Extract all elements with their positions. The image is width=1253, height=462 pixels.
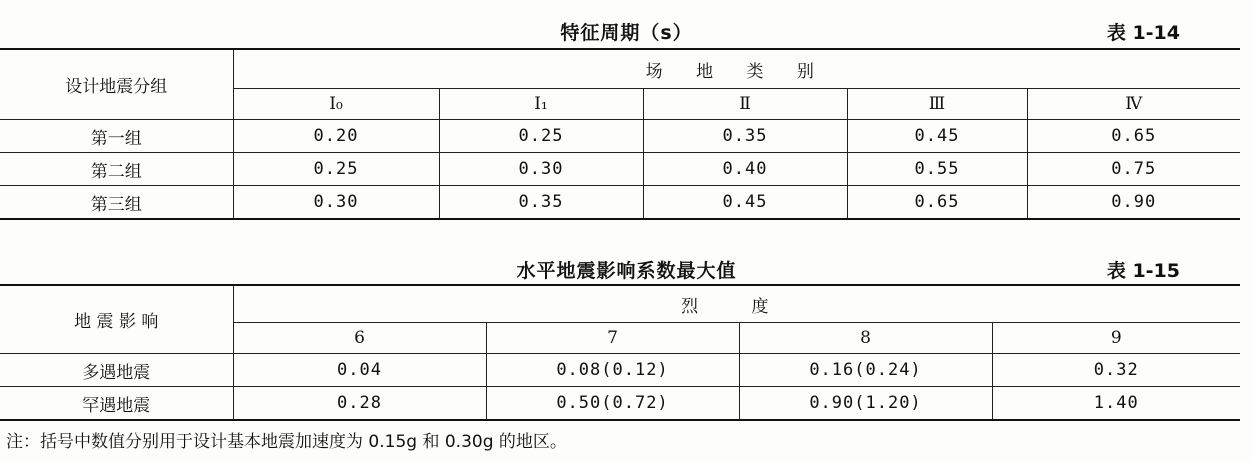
column-header: Ⅰ₀	[233, 89, 439, 120]
seismic-influence-coefficient-table	[0, 284, 1240, 421]
row-label: 罕遇地震	[0, 387, 233, 421]
table-cell: 0.20	[233, 120, 439, 153]
column-header: 8	[739, 323, 992, 354]
table-cell: 0.50(0.72)	[486, 387, 739, 421]
table-cell: 0.55	[847, 153, 1027, 186]
table-number: 表 1-14	[1106, 22, 1180, 44]
column-header: Ⅰ₁	[439, 89, 643, 120]
table-cell: 0.75	[1027, 153, 1240, 186]
table-1-14-caption	[0, 14, 1253, 44]
table-cell: 0.40	[643, 153, 847, 186]
table-cell: 0.25	[439, 120, 643, 153]
table-cell: 0.16(0.24)	[739, 354, 992, 387]
column-header: 6	[233, 323, 486, 354]
table-number: 表 1-15	[1106, 260, 1180, 282]
table-cell: 0.35	[439, 186, 643, 220]
column-header: Ⅱ	[643, 89, 847, 120]
table-cell: 0.25	[233, 153, 439, 186]
table-footnote: 注：括号中数值分别用于设计基本地震加速度为 0.15g 和 0.30g 的地区。	[6, 432, 567, 452]
table-cell: 0.90	[1027, 186, 1240, 220]
column-header: Ⅲ	[847, 89, 1027, 120]
table-title: 特征周期（s）	[560, 22, 693, 44]
table-cell: 0.35	[643, 120, 847, 153]
row-label: 第三组	[0, 186, 233, 220]
row-header: 设计地震分组	[0, 49, 233, 120]
table-cell: 0.65	[847, 186, 1027, 220]
row-label: 第一组	[0, 120, 233, 153]
characteristic-period-table	[0, 48, 1240, 220]
table-row	[0, 120, 1240, 153]
table-1-15-caption	[0, 252, 1253, 282]
column-header: Ⅳ	[1027, 89, 1240, 120]
table-cell: 0.30	[233, 186, 439, 220]
table-cell: 1.40	[992, 387, 1240, 421]
column-header: 9	[992, 323, 1240, 354]
column-header: 7	[486, 323, 739, 354]
group-header: 烈 度	[233, 285, 1240, 323]
group-header: 场 地 类 别	[233, 49, 1240, 89]
table-cell: 0.08(0.12)	[486, 354, 739, 387]
row-label: 第二组	[0, 153, 233, 186]
row-header: 地 震 影 响	[0, 285, 233, 354]
table-row	[0, 186, 1240, 220]
row-label: 多遇地震	[0, 354, 233, 387]
table-cell: 0.45	[847, 120, 1027, 153]
table-title: 水平地震影响系数最大值	[516, 260, 737, 282]
table-row	[0, 354, 1240, 387]
table-cell: 0.30	[439, 153, 643, 186]
table-cell: 0.45	[643, 186, 847, 220]
table-cell: 0.32	[992, 354, 1240, 387]
table-cell: 0.04	[233, 354, 486, 387]
table-cell: 0.65	[1027, 120, 1240, 153]
table-cell: 0.90(1.20)	[739, 387, 992, 421]
table-row	[0, 153, 1240, 186]
table-row	[0, 387, 1240, 421]
table-cell: 0.28	[233, 387, 486, 421]
